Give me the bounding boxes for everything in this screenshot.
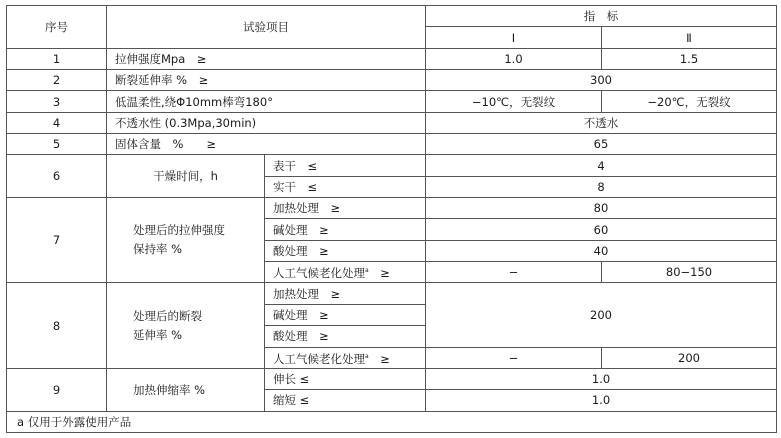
sub-item-text: 人工气候老化处理 [273,351,365,366]
sub-item-tail: ≥ [368,266,390,281]
sub-item: 表干 ≤ [265,155,426,176]
row-item: 拉伸强度Mpa ≥ [107,48,426,69]
row-no: 5 [7,134,107,155]
table-row [7,155,777,176]
value-shared: 1.0 [426,368,777,389]
value-type-1: 1.0 [426,48,602,69]
row-no: 6 [7,155,107,198]
row-no: 1 [7,48,107,69]
value-shared: 4 [426,155,777,176]
row-item: 不透水性 (0.3Mpa,30min) [107,112,426,133]
value-shared: 40 [426,240,777,261]
value-shared: 300 [426,70,777,91]
value-shared: 1.0 [426,390,777,411]
row-no: 8 [7,283,107,368]
value-type-2: 80−150 [602,262,777,283]
sub-item: 加热处理 ≥ [265,198,426,219]
value-shared: 65 [426,134,777,155]
row-item: 固体含量 % ≥ [107,134,426,155]
row-item: 干燥时间，h [107,155,265,198]
row-item: 断裂延伸率 % ≥ [107,70,426,91]
row-no: 7 [7,198,107,283]
value-shared: 80 [426,198,777,219]
row-item [107,283,265,368]
row-no: 3 [7,91,107,112]
sub-item-tail: ≥ [368,351,390,366]
row-item [107,198,265,283]
row-item: 低温柔性,绕Φ10mm棒弯180° [107,91,426,112]
sub-item: 碱处理 ≥ [265,304,426,325]
table-row [7,91,777,112]
value-type-1: − [426,347,602,368]
header-row-1 [7,6,777,27]
value-shared: 60 [426,219,777,240]
value-shared: 8 [426,176,777,197]
sub-item: 缩短 ≤ [265,390,426,411]
sub-item: 酸处理 ≥ [265,240,426,261]
sub-item [265,347,426,368]
footnote-marker: a [365,352,369,360]
value-type-1: − [426,262,602,283]
header-type-2: Ⅱ [602,27,777,48]
sub-item: 伸长 ≤ [265,368,426,389]
table-row [7,198,777,219]
header-indicator: 指 标 [426,6,777,27]
header-type-1: Ⅰ [426,27,602,48]
table-row [7,283,777,304]
table-row [7,48,777,69]
row-item-line-1: 处理后的断裂 [133,308,202,323]
footnote-marker: a [365,267,369,275]
footnote-row [7,411,777,432]
value-type-2: 1.5 [602,48,777,69]
table-row [7,134,777,155]
sub-item: 碱处理 ≥ [265,219,426,240]
header-item: 试验项目 [107,6,426,49]
table-row [7,70,777,91]
row-item-line-2: 保持率 % [133,242,183,257]
sub-item-text: 人工气候老化处理 [273,266,365,281]
sub-item: 加热处理 ≥ [265,283,426,304]
value-type-2: −20℃，无裂纹 [602,91,777,112]
table-row [7,112,777,133]
row-no: 9 [7,368,107,411]
value-shared: 不透水 [426,112,777,133]
table-row [7,368,777,389]
sub-item: 实干 ≤ [265,176,426,197]
row-no: 4 [7,112,107,133]
row-no: 2 [7,70,107,91]
row-item-line-2: 延伸率 % [133,327,183,342]
header-no: 序号 [7,6,107,49]
row-item: 加热伸缩率 % [107,368,265,411]
value-shared: 200 [426,283,777,347]
sub-item: 酸处理 ≥ [265,326,426,347]
sub-item [265,262,426,283]
spec-table [6,5,777,433]
value-type-2: 200 [602,347,777,368]
row-item-line-1: 处理后的拉伸强度 [133,223,225,238]
value-type-1: −10℃，无裂纹 [426,91,602,112]
footnote: a 仅用于外露使用产品 [7,411,777,432]
